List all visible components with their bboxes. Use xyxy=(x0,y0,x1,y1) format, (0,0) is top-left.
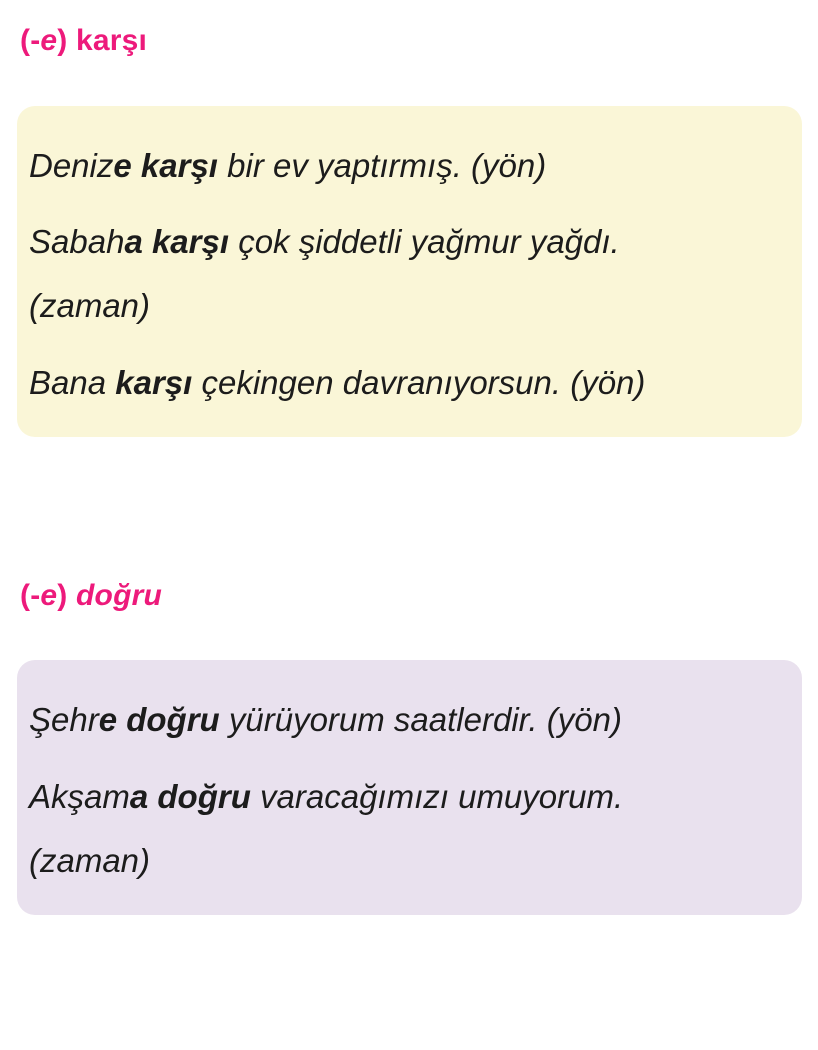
example-box-karsi xyxy=(17,106,802,437)
section-dogru xyxy=(0,577,818,916)
sentence-text: çekingen davranıyorsun. xyxy=(192,363,571,401)
heading-paren-close: ) xyxy=(57,24,77,57)
example-sentence xyxy=(29,134,778,198)
sentence-text: Şehr xyxy=(29,701,99,739)
heading-suffix-e: e xyxy=(40,578,58,612)
bold-postposition: karşı xyxy=(115,363,193,401)
grammar-tag: (yön) xyxy=(546,701,622,739)
bold-postposition: a doğru xyxy=(129,777,251,815)
example-sentence xyxy=(29,765,778,894)
heading-word: karşı xyxy=(76,24,148,57)
sentence-text: yürüyorum saatlerdir. xyxy=(219,701,547,739)
sentence-text: bir ev yaptırmış. xyxy=(217,146,472,184)
bold-postposition: e doğru xyxy=(98,701,220,739)
bold-postposition: e karşı xyxy=(113,146,218,184)
section-heading-dogru xyxy=(20,577,818,615)
grammar-tag: (zaman) xyxy=(29,842,151,880)
sentence-text: Bana xyxy=(29,363,116,401)
section-karsi xyxy=(0,22,818,437)
heading-suffix-e: e xyxy=(40,24,58,57)
heading-paren-open: (- xyxy=(20,24,41,57)
bold-postposition: a karşı xyxy=(124,222,230,260)
example-box-dogru xyxy=(17,660,802,915)
sentence-text: çok şiddetli yağmur yağdı. xyxy=(229,222,620,260)
heading-paren-open: (- xyxy=(20,578,41,612)
sentence-text: Sabah xyxy=(29,222,125,260)
heading-paren-close: ) xyxy=(57,578,77,612)
sentence-text: varacağımızı umuyorum. xyxy=(250,777,624,815)
grammar-tag: (yön) xyxy=(570,363,646,401)
sentence-text: Akşam xyxy=(29,777,130,815)
section-heading-karsi xyxy=(20,22,818,60)
example-sentence xyxy=(29,688,778,752)
example-sentence xyxy=(29,351,778,415)
heading-word: doğru xyxy=(76,578,162,612)
example-sentence xyxy=(29,210,778,339)
grammar-tag: (yön) xyxy=(471,146,547,184)
grammar-tag: (zaman) xyxy=(29,287,151,325)
sentence-text: Deniz xyxy=(29,146,114,184)
